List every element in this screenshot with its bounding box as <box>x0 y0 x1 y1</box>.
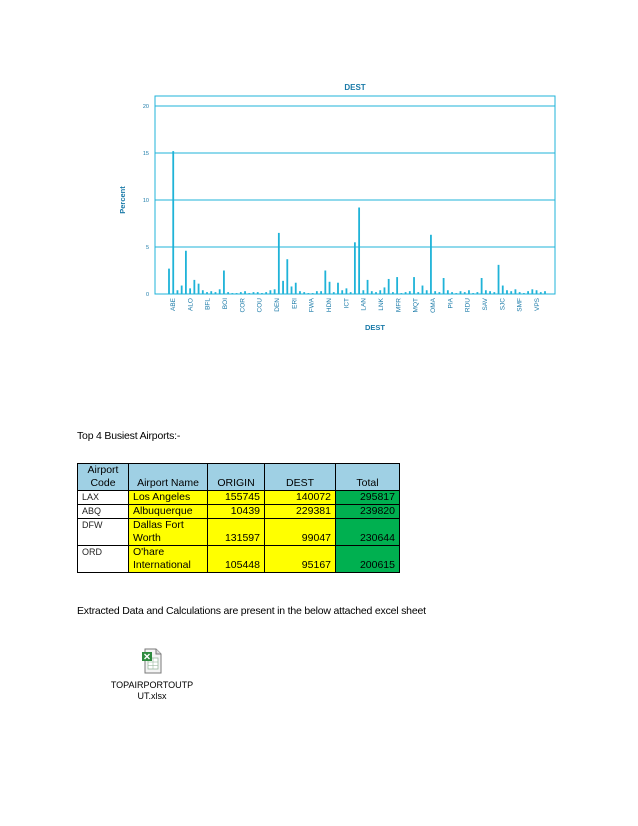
bar <box>265 292 267 294</box>
bar <box>531 289 533 294</box>
bar <box>472 293 474 294</box>
bar <box>257 292 259 294</box>
y-axis-label: Percent <box>118 186 127 214</box>
excel-attachment[interactable] <box>104 648 200 702</box>
bar <box>303 292 305 294</box>
bar <box>400 293 402 294</box>
bar <box>227 292 229 294</box>
x-tick-label: LAN <box>360 298 368 311</box>
bar <box>443 278 445 294</box>
bar <box>274 289 276 294</box>
x-tick-label: BFL <box>204 298 212 310</box>
y-tick-label: 10 <box>142 198 149 204</box>
x-tick-label: ABE <box>170 298 177 312</box>
bar <box>223 271 225 295</box>
bar <box>392 292 394 294</box>
bar <box>384 287 386 294</box>
dest-value: 95167 <box>265 546 336 573</box>
bar <box>231 293 233 294</box>
bar <box>485 290 487 294</box>
y-tick-label: 0 <box>145 292 149 298</box>
dest-percent-chart <box>110 78 560 340</box>
header-origin: ORIGIN <box>208 464 265 491</box>
bar <box>341 290 343 294</box>
bar <box>172 151 174 294</box>
bar <box>189 288 191 294</box>
x-tick-label: MFR <box>395 298 403 313</box>
airport-name: Dallas Fort Worth <box>129 519 208 546</box>
bar <box>464 292 466 294</box>
x-tick-label: HDN <box>326 298 333 313</box>
extracted-data-note: Extracted Data and Calculations are present in the below attached excel sheet <box>77 605 426 617</box>
header-airport-name: Airport Name <box>129 464 208 491</box>
header-dest: DEST <box>265 464 336 491</box>
bar <box>519 292 521 294</box>
bar <box>358 208 360 294</box>
bar <box>236 293 238 294</box>
table-row <box>78 546 400 573</box>
bar <box>312 293 314 294</box>
origin-value: 131597 <box>208 519 265 546</box>
bar <box>362 290 364 294</box>
table-row <box>78 491 400 505</box>
bar <box>291 286 293 294</box>
bar <box>371 291 373 294</box>
bar <box>346 288 348 294</box>
bar <box>523 293 525 294</box>
bar <box>498 265 500 294</box>
origin-value: 105448 <box>208 546 265 573</box>
x-tick-label: COR <box>239 298 247 313</box>
bar <box>481 278 483 294</box>
bar <box>379 290 381 294</box>
bar <box>367 280 369 294</box>
bar <box>215 292 217 294</box>
bar <box>426 290 428 294</box>
attachment-filename: TOPAIRPORTOUTPUT.xlsx <box>110 680 194 701</box>
table-row <box>78 505 400 519</box>
bar <box>451 292 453 294</box>
bar <box>510 291 512 294</box>
bar <box>434 291 436 294</box>
bar <box>438 292 440 294</box>
total-value: 230644 <box>336 519 400 546</box>
bar <box>202 290 204 294</box>
airport-name: O'hare International <box>129 546 208 573</box>
bar <box>422 286 424 294</box>
x-tick-label: PIA <box>447 298 455 309</box>
dest-value: 140072 <box>265 491 336 505</box>
x-tick-label: ALO <box>187 298 195 312</box>
bar <box>417 292 419 294</box>
origin-value: 10439 <box>208 505 265 519</box>
table-header-row <box>78 464 400 491</box>
bar <box>320 291 322 294</box>
table-caption: Top 4 Busiest Airports:- <box>77 430 181 442</box>
bar <box>261 293 263 294</box>
bar <box>447 290 449 294</box>
bar <box>409 291 411 294</box>
x-tick-label: FWA <box>308 298 316 313</box>
x-tick-label: COU <box>256 298 264 313</box>
bar <box>527 291 529 294</box>
x-tick-label: DEN <box>274 298 281 312</box>
airport-code: DFW <box>78 519 129 546</box>
dest-value: 229381 <box>265 505 336 519</box>
dest-value: 99047 <box>265 519 336 546</box>
bar <box>502 286 504 294</box>
bar <box>240 292 242 294</box>
bar <box>198 284 200 294</box>
x-tick-label: MQT <box>412 298 420 313</box>
table-row <box>78 519 400 546</box>
bar <box>544 291 546 294</box>
bar <box>253 292 255 294</box>
bar <box>219 289 221 294</box>
bar <box>308 293 310 294</box>
y-tick-label: 5 <box>145 245 149 251</box>
bar <box>477 292 479 294</box>
total-value: 239820 <box>336 505 400 519</box>
origin-value: 155745 <box>208 491 265 505</box>
bar <box>248 293 250 294</box>
bar <box>375 292 377 294</box>
bar <box>282 281 284 294</box>
bar <box>413 277 415 294</box>
bar <box>430 235 432 294</box>
bar <box>177 290 179 294</box>
x-tick-label: BOI <box>222 298 229 310</box>
bar <box>337 283 339 294</box>
bar <box>299 291 301 294</box>
bar <box>515 289 517 294</box>
bar <box>388 279 390 294</box>
airport-code: LAX <box>78 491 129 505</box>
bar <box>168 269 170 294</box>
bar <box>460 291 462 294</box>
bar <box>278 233 280 294</box>
x-tick-label: SJC <box>499 298 507 311</box>
x-tick-label: RDU <box>464 298 472 313</box>
bar <box>405 292 407 294</box>
x-tick-label: LNK <box>378 298 385 311</box>
bar <box>316 291 318 294</box>
bar <box>350 292 352 294</box>
x-tick-label: VPS <box>534 298 541 312</box>
bar <box>493 292 495 294</box>
busiest-airports-table <box>77 463 400 573</box>
airport-name: Albuquerque <box>129 505 208 519</box>
bar <box>286 259 288 294</box>
bar <box>185 251 187 294</box>
bar <box>506 290 508 294</box>
bar <box>193 280 195 294</box>
total-value: 200615 <box>336 546 400 573</box>
x-tick-label: SAV <box>482 298 489 311</box>
bar <box>536 290 538 294</box>
bar <box>468 290 470 294</box>
x-tick-label: OMA <box>430 298 437 313</box>
airport-name: Los Angeles <box>129 491 208 505</box>
y-tick-label: 20 <box>142 104 149 110</box>
x-tick-label: SMF <box>516 298 524 312</box>
header-total: Total <box>336 464 400 491</box>
x-axis-label: DEST <box>364 323 386 332</box>
bar <box>181 286 183 294</box>
bar <box>333 292 335 294</box>
bar <box>269 290 271 294</box>
bar <box>540 292 542 294</box>
airport-code: ORD <box>78 546 129 573</box>
chart-title: DEST <box>344 83 366 92</box>
y-tick-label: 15 <box>142 151 149 157</box>
bar <box>206 292 208 294</box>
bar <box>329 282 331 294</box>
bar <box>210 291 212 294</box>
header-airport-code: Airport Code <box>78 464 129 491</box>
excel-file-icon <box>141 648 163 674</box>
bar <box>244 291 246 294</box>
total-value: 295817 <box>336 491 400 505</box>
x-tick-label: ICT <box>343 298 351 309</box>
bar <box>396 277 398 294</box>
bar <box>455 293 457 294</box>
x-tick-label: ERI <box>291 298 299 309</box>
bar <box>489 291 491 294</box>
bar <box>295 283 297 294</box>
bar <box>324 271 326 295</box>
airport-code: ABQ <box>78 505 129 519</box>
bar <box>354 242 356 294</box>
